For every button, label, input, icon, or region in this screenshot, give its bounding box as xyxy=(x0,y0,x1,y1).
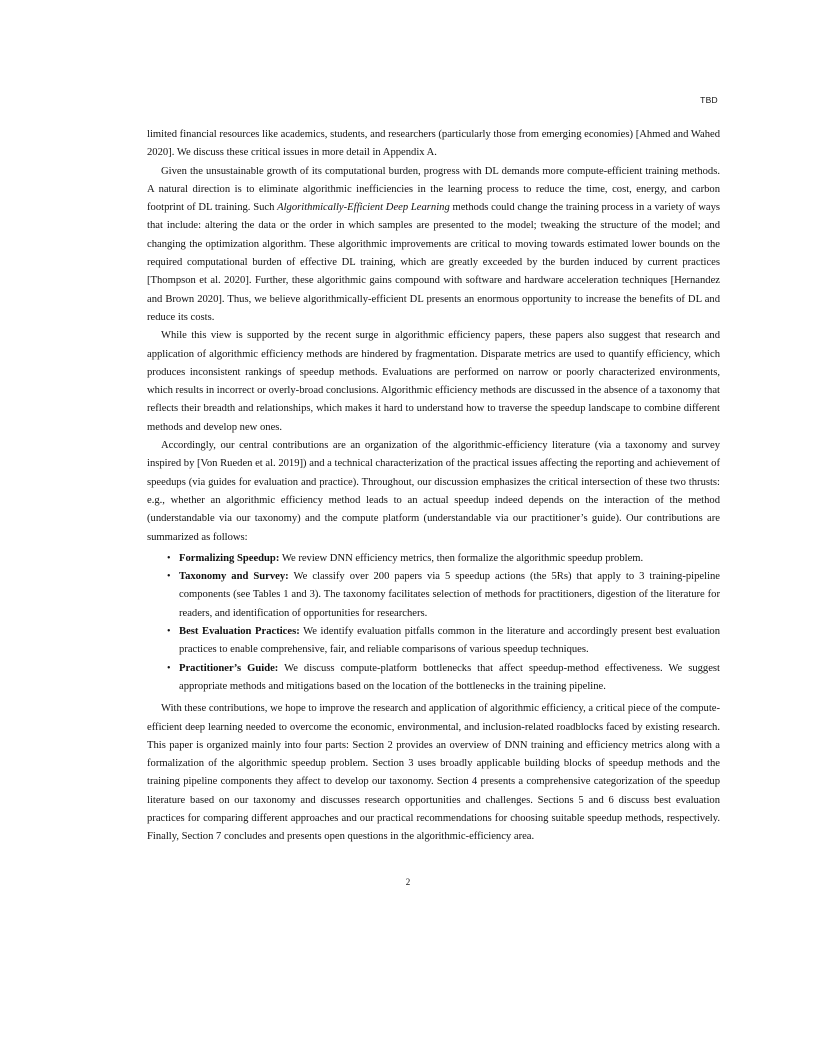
bullet-icon: • xyxy=(167,662,171,674)
paragraph-2-part-1: Given the unsustainable growth of its computational burden, progress with DL demands more compute-efficient training methods. A natural direction is to eliminate algorithmic inefficiencies in the learning process to reduce the time, cost, energy, and carbon footprint of DL training. Such xyxy=(147,165,720,214)
paragraph-5: With these contributions, we hope to improve the research and application of algorithmic efficiency, a critical piece of the compute-efficient deep learning needed to overcome the economic, environmental, and inclusion-related roadblocks faced by existing research. This paper is organized mainly into four parts: Section 2 provides an overview of DNN training and efficiency metrics along with a formalization of the algorithmic speedup problem. Section 3 uses broadly applicable building blocks of speedup methods and the training pipeline components they affect to develop our taxonomy. Section 4 presents a comprehensive categorization of the speedup literature based on our taxonomy and discusses research opportunities and challenges. Sections 5 and 6 discuss best evaluation practices for comparing different approaches and our practical recommendations for choosing suitable speedup methods, respectively. Finally, Section 7 concludes and presents open questions in the algorithmic-efficiency area. xyxy=(147,703,720,843)
contributions-list xyxy=(147,550,720,696)
paragraph-1: limited financial resources like academics, students, and researchers (particularly those from emerging economies) [Ahmed and Wahed 2020]. We discuss these critical issues in more detail in Appendix A. xyxy=(147,129,720,159)
running-head: TBD xyxy=(700,95,718,105)
list-item xyxy=(167,660,720,697)
contribution-title: Formalizing Speedup: xyxy=(179,552,280,564)
list-item xyxy=(167,568,721,623)
contribution-title: Taxonomy and Survey: xyxy=(179,571,289,583)
list-item xyxy=(167,623,720,660)
contribution-text: We discuss compute-platform bottlenecks that affect speedup-method effectiveness. We suggest appropriate methods and mitigations based on the location of the bottlenecks in the training pipeline. xyxy=(179,662,720,692)
paragraph-2-emphasis: Algorithmically-Efficient Deep Learning xyxy=(277,202,450,214)
contribution-title: Best Evaluation Practices: xyxy=(179,626,300,638)
bullet-icon: • xyxy=(167,552,171,564)
contribution-text: We identify evaluation pitfalls common in the literature and accordingly present best evaluation practices to enable comprehensive, fair, and reliable comparisons of various speedup techniques. xyxy=(179,626,720,656)
paragraph-4: Accordingly, our central contributions are an organization of the algorithmic-efficiency literature (via a taxonomy and survey inspired by [Von Rueden et al. 2019]) and a technical characterization of the practical issues affecting the reporting and achievement of speedups (via guides for evaluation and practice). Throughout, our discussion emphasizes the critical intersection of these two thrusts: e.g., whether an algorithmic efficiency method leads to an actual speedup indeed depends on the interaction of the method (understandable via our taxonomy) and the compute platform (understandable via our practitioner’s guide). Our contributions are summarized as follows: xyxy=(147,440,720,543)
bullet-icon: • xyxy=(167,626,171,638)
list-item xyxy=(167,550,720,568)
paragraph-2-part-2: methods could change the training process in a variety of ways that include: altering the data or the order in which samples are presented to the model; tweaking the structure of the model; and changing the optimization algorithm. These algorithmic improvements are critical to moving towards estimated lower bounds on the required computational burden of effective DL training, which are greatly exceeded by the burden induced by current practices [Thompson et al. 2020]. Further, these algorithmic gains compound with software and hardware acceleration techniques [Hernandez and Brown 2020]. Thus, we believe algorithmically-efficient DL presents an enormous opportunity to increase the benefits of DL and reduce its costs. xyxy=(147,202,720,323)
contribution-title: Practitioner’s Guide: xyxy=(179,662,279,674)
bullet-icon: • xyxy=(167,571,171,583)
paragraph-2 xyxy=(147,163,720,328)
body-text xyxy=(147,126,720,847)
page-number: 2 xyxy=(405,877,411,887)
contribution-text: We classify over 200 papers via 5 speedup actions (the 5Rs) that apply to 3 training-pipeline components (see Tables 1 and 3). The taxonomy facilitates selection of methods for practitioners, digestion of the literature for readers, and identification of opportunities for researchers. xyxy=(179,571,721,619)
contribution-text: We review DNN efficiency metrics, then formalize the algorithmic speedup problem. xyxy=(279,552,644,564)
paragraph-3: While this view is supported by the recent surge in algorithmic efficiency papers, these papers also suggest that research and application of algorithmic efficiency methods are hindered by fragmentation. Disparate metrics are used to quantify efficiency, which produces inconsistent rankings of speedup methods. Evaluations are performed on narrow or poorly characterized environments, which results in incorrect or overly-broad conclusions. Algorithmic efficiency methods are discussed in the absence of a taxonomy that reflects their breadth and relationships, which makes it hard to understand how to traverse the speedup landscape to combine different methods and develop new ones. xyxy=(147,330,720,433)
